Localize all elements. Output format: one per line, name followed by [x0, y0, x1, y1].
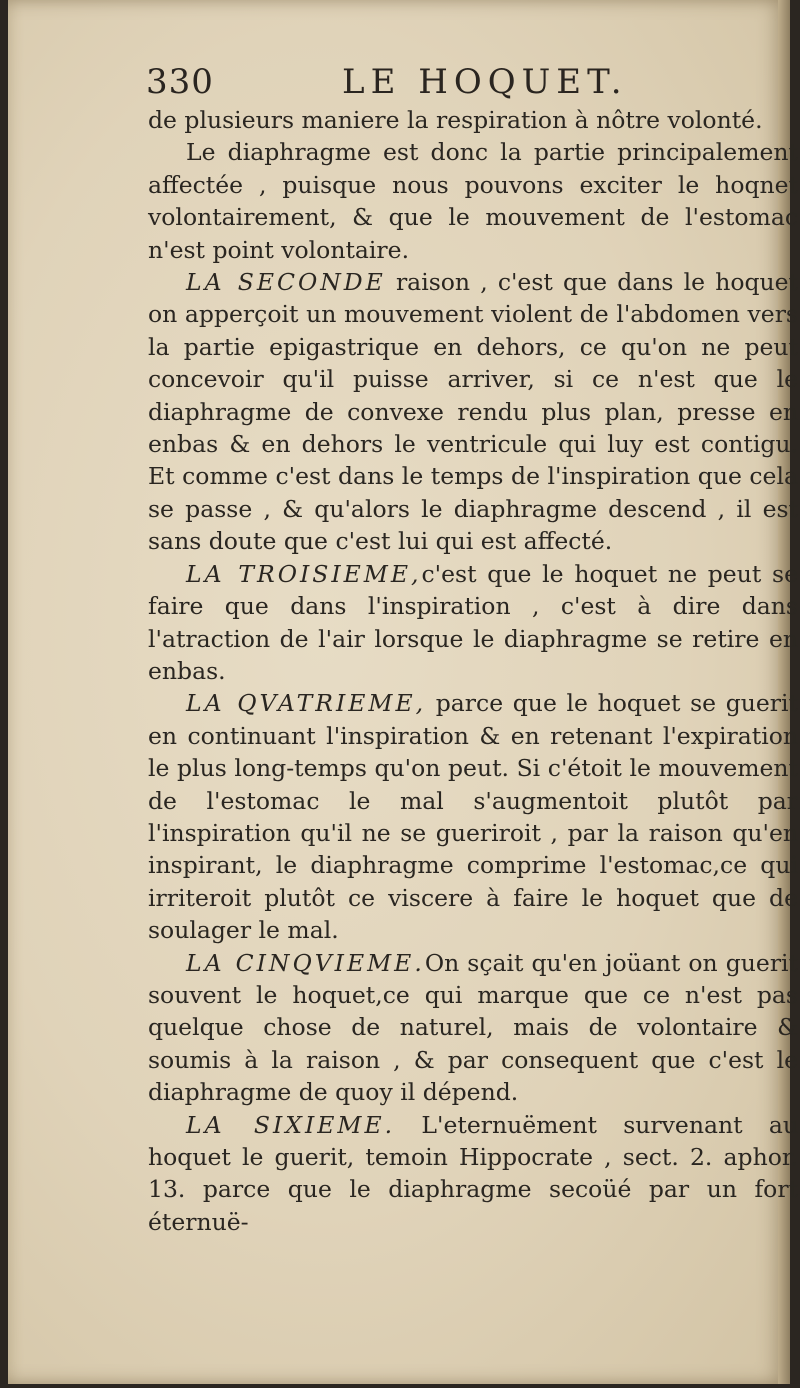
paragraph-text: raison , c'est que dans le hoquet on apperçoit un mouvement violent de l'abdomen vers la partie epigastrique en dehors, ce qu'on ne peut concevoir qu'il puisse arriver, si ce n'est que le diaphragme de convexe rendu plus plan, presse en enbas & en dehors le ventricule qui luy est contigu. Et comme c'est dans le temps de l'inspiration que cela se passe , & qu'alors le diaphragme descend , il est sans doute que c'est lui qui est affecté. — [148, 268, 799, 556]
section-lead: LA TROISIEME, — [186, 559, 422, 588]
section-lead: LA QVATRIEME, — [186, 689, 427, 718]
paragraph-text: c'est que le hoquet ne peut se faire que dans l'inspiration , c'est à dire dans l'atraction de l'air lorsque le diaphragme se retire en enbas. — [148, 559, 799, 685]
running-header — [146, 62, 786, 106]
paragraph-troisieme — [148, 558, 798, 688]
book-page — [8, 0, 799, 1384]
paragraph-text: de plusieurs maniere la respiration à nôtre volonté. — [148, 106, 763, 134]
running-title: LE HOQUET. — [342, 62, 628, 102]
page-number: 330 — [146, 62, 214, 102]
paragraph-text: parce que le hoquet se guerit en continuant l'inspiration & en retenant l'expiration le plus long-temps qu'on peut. Si c'étoit le mouvement de l'estomac le mal s'augmentoit plutôt par l'inspiration qu'il ne se gueriroit , par la raison qu'en inspirant, le diaphragme comprime l'estomac,ce qui irriteroit plutôt ce viscere à faire le hoquet que de soulager le mal. — [148, 689, 798, 945]
section-lead: LA SECONDE — [186, 268, 386, 297]
paragraph-quatrieme — [148, 687, 798, 946]
body-text — [148, 104, 798, 1238]
paragraph-conclusion — [148, 136, 798, 266]
paragraph-seconde — [148, 266, 798, 558]
paragraph-text: On sçait qu'en joüant on guerit souvent le hoquet,ce qui marque que ce n'est pas quelque chose de naturel, mais de volontaire & soumis à la raison , & par consequent que c'est le diaphragme de quoy il dépend. — [148, 948, 799, 1107]
paragraph-text: Le diaphragme est donc la partie principalement affectée , puisque nous pouvons exciter le hoqnet volontairement, & que le mouvement de l'estomac n'est point volontaire. — [148, 138, 798, 264]
section-lead: LA CINQVIEME. — [186, 948, 425, 977]
paragraph-continuation — [148, 104, 798, 136]
paragraph-sixieme — [148, 1109, 798, 1239]
paragraph-cinquieme — [148, 947, 798, 1109]
section-lead: LA SIXIEME. — [186, 1110, 396, 1139]
paragraph-text: L'eternuëment survenant au hoquet le guerit, temoin Hippocrate , sect. 2. aphor. 13. parce que le diaphragme secoüé par un fort éternuë- — [148, 1110, 798, 1236]
